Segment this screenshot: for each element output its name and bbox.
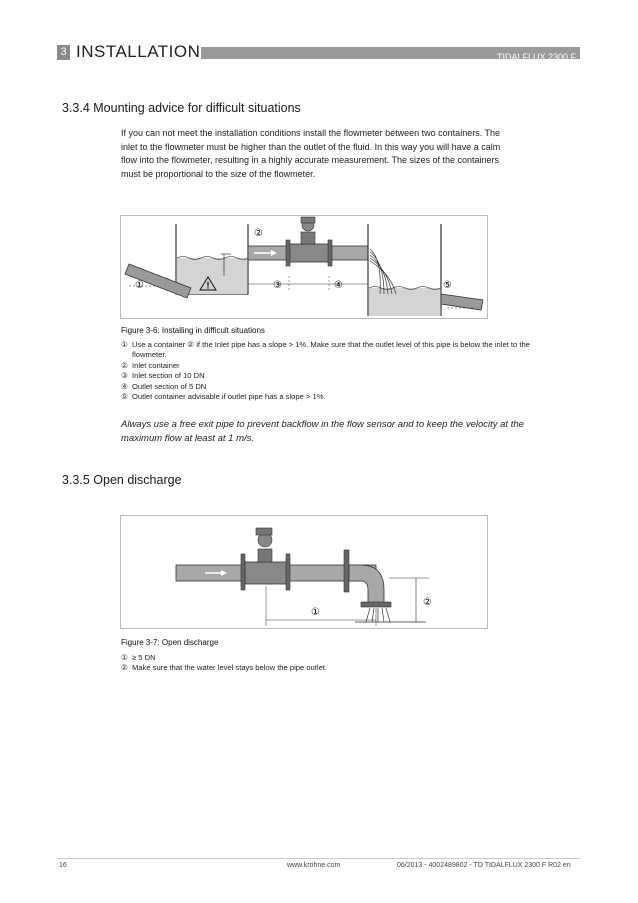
flowmeter-body [245, 562, 287, 584]
legend-num: ① [121, 340, 128, 349]
note-line: Always use a free exit pipe to prevent backflow in the flow sensor and to keep the velocity at the [121, 419, 524, 430]
page-header [57, 43, 580, 63]
callout-2: ② [254, 228, 263, 239]
figure-3-7-legend [121, 653, 579, 674]
paragraph-line: flow into the flowmeter, resulting in a highly accurate measurement. The sizes of the containers [121, 155, 500, 165]
legend-num: ⑤ [121, 392, 128, 402]
outlet-pipe [441, 294, 483, 310]
legend-text: Outlet container advisable if outlet pipe has a slope > 1%. [132, 392, 326, 402]
figure-3-7-diagram [121, 516, 487, 628]
legend-text: Inlet container [132, 360, 180, 370]
legend-text: flowmeter. [132, 350, 167, 360]
section-334-paragraph [121, 127, 579, 181]
footer-doc-id: 06/2013 - 4002489802 - TD TIDALFLUX 2300 F R02 en [397, 862, 571, 869]
footer-website: www.krohne.com [287, 862, 341, 869]
page-number: 16 [59, 862, 67, 869]
legend-item [121, 361, 579, 371]
warning-symbol: ! [206, 280, 210, 291]
callout-2: ② [423, 597, 432, 608]
legend-item [121, 382, 579, 392]
header-bar [201, 47, 580, 62]
figure-3-7 [120, 515, 488, 629]
footer-rule [57, 858, 580, 859]
note-line: maximum flow at least at 1 m/s. [121, 433, 255, 444]
figure-3-6-legend [121, 340, 579, 402]
legend-num [121, 350, 132, 360]
section-title-334: 3.3.4 Mounting advice for difficult situations [62, 101, 301, 115]
legend-text: Inlet section of 10 DN [132, 371, 205, 381]
chapter-number: 3 [57, 45, 70, 60]
figure-3-6 [120, 215, 488, 319]
legend-num: ③ [121, 371, 128, 381]
callout-5: ⑤ [443, 280, 452, 291]
legend-item [121, 392, 579, 402]
callout-1: ① [311, 607, 320, 618]
paragraph-line: inlet to the flowmeter must be higher than the outlet of the fluid. In this way you will have a calm [121, 141, 501, 152]
legend-item [121, 350, 579, 360]
figure-3-6-diagram [121, 216, 487, 318]
chapter-title: INSTALLATION [76, 42, 201, 61]
legend-num: ② [121, 663, 128, 673]
paragraph-line: If you can not meet the installation conditions install the flowmeter between two containers. The [121, 128, 501, 138]
legend-text: ≥ 5 DN [132, 653, 156, 662]
paragraph-line: must be proportional to the size of the flowmeter. [121, 168, 316, 179]
legend-item [121, 371, 579, 381]
legend-item [121, 340, 579, 350]
legend-num: ④ [121, 381, 128, 391]
callout-4: ④ [334, 280, 343, 291]
callout-1: ① [135, 280, 144, 291]
legend-num: ② [121, 360, 128, 370]
figure-3-6-caption: Figure 3-6: Installing in difficult situations [121, 326, 265, 335]
legend-item [121, 663, 579, 673]
header-product: TIDALFLUX 2300 F [496, 52, 576, 62]
legend-text: Outlet section of 5 DN [132, 381, 207, 391]
figure-3-7-caption: Figure 3-7: Open discharge [121, 638, 219, 647]
legend-num: ① [121, 653, 128, 662]
pipe-elbow [349, 565, 384, 604]
legend-text: Use a container ② if the Inlet pipe has a slope > 1%. Make sure that the outlet level of this pipe is below the inlet to the [132, 340, 530, 349]
italic-note [121, 418, 579, 446]
section-title-335: 3.3.5 Open discharge [62, 473, 182, 487]
legend-text: Make sure that the water level stays below the pipe outlet. [132, 663, 328, 673]
callout-3: ③ [273, 280, 282, 291]
flowmeter-body [289, 244, 329, 262]
legend-item [121, 653, 579, 663]
